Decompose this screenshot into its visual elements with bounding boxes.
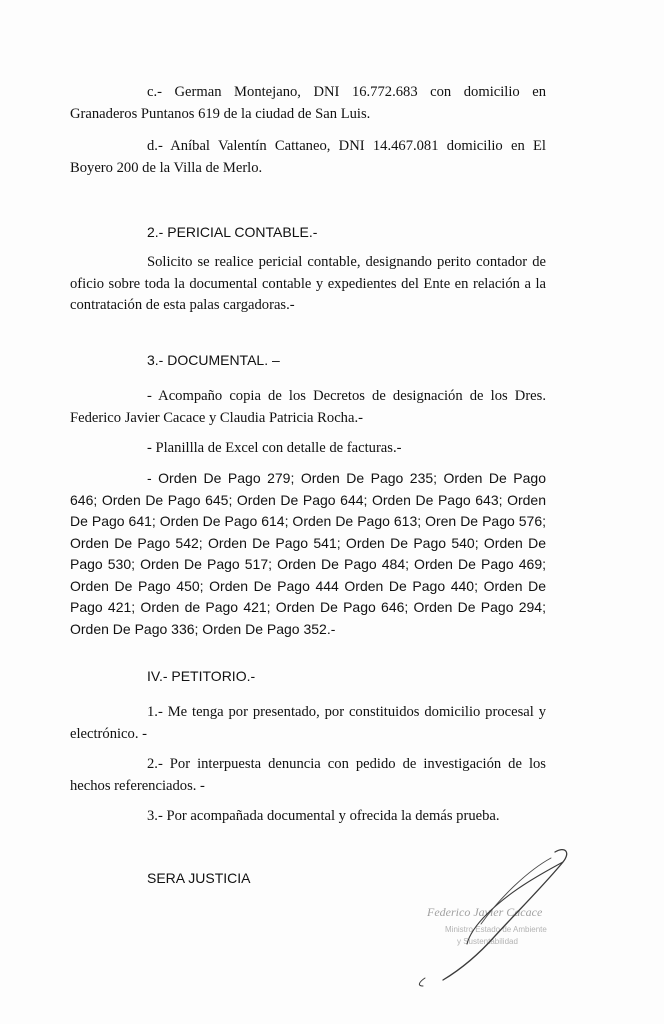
section-heading-petitorio: IV.- PETITORIO.- [147,668,256,684]
petitorio-item-1: 1.- Me tenga por presentado, por constituidos domicilio procesal y electrónico. - [70,704,546,742]
section-heading-documental: 3.- DOCUMENTAL. – [147,352,280,368]
handwritten-signature-stamp [405,840,575,990]
documental-item-ordenes: - Orden De Pago 279; Orden De Pago 235; Orden De Pago 646; Orden De Pago 645; Orden De Pago 644; Orden De Pago 643; Orden De Pago 641; Orden De Pago 614; Orden De Pago 613; Oren De Pago 576; Orden De Pago 542; Orden De Pago 541; Orden De Pago 540; Orden De Pago 530; Orden De Pago 517; Orden De Pago 484; Orden De Pago 469; Orden De Pago 450; Orden De Pago 444 Orden De Pago 440; Orden De Pago 421; Orden de Pago 421; Orden De Pago 646; Orden De Pago 294; Orden De Pago 336; Orden De Pago 352.- [70,470,546,637]
signature-stamp-line-3: y Sustentabilidad [457,937,518,946]
witness-item-d: d.- Aníbal Valentín Cattaneo, DNI 14.467.081 domicilio en El Boyero 200 de la Villa de Merlo. [70,138,546,176]
section-heading-pericial: 2.- PERICIAL CONTABLE.- [147,224,318,240]
closing-sera-justicia: SERA JUSTICIA [147,870,251,886]
signature-stamp-line-2: Ministro Estado de Ambiente [445,925,547,934]
signature-stamp-line-1: Federico Javier Cacace [427,905,543,919]
documental-item-decretos: - Acompaño copia de los Decretos de designación de los Dres. Federico Javier Cacace y Claudia Patricia Rocha.- [70,388,546,426]
witness-item-c: c.- German Montejano, DNI 16.772.683 con domicilio en Granaderos Puntanos 619 de la ciudad de San Luis. [70,84,546,122]
pericial-body: Solicito se realice pericial contable, designando perito contador de oficio sobre toda la documental contable y expedientes del Ente en relación a la contratación de esta palas cargadoras.- [70,254,546,313]
petitorio-item-3: 3.- Por acompañada documental y ofrecida la demás prueba. [147,808,500,824]
documental-item-planilla: - Planillla de Excel con detalle de facturas.- [147,440,402,456]
petitorio-item-2: 2.- Por interpuesta denuncia con pedido de investigación de los hechos referenciados. - [70,756,546,794]
